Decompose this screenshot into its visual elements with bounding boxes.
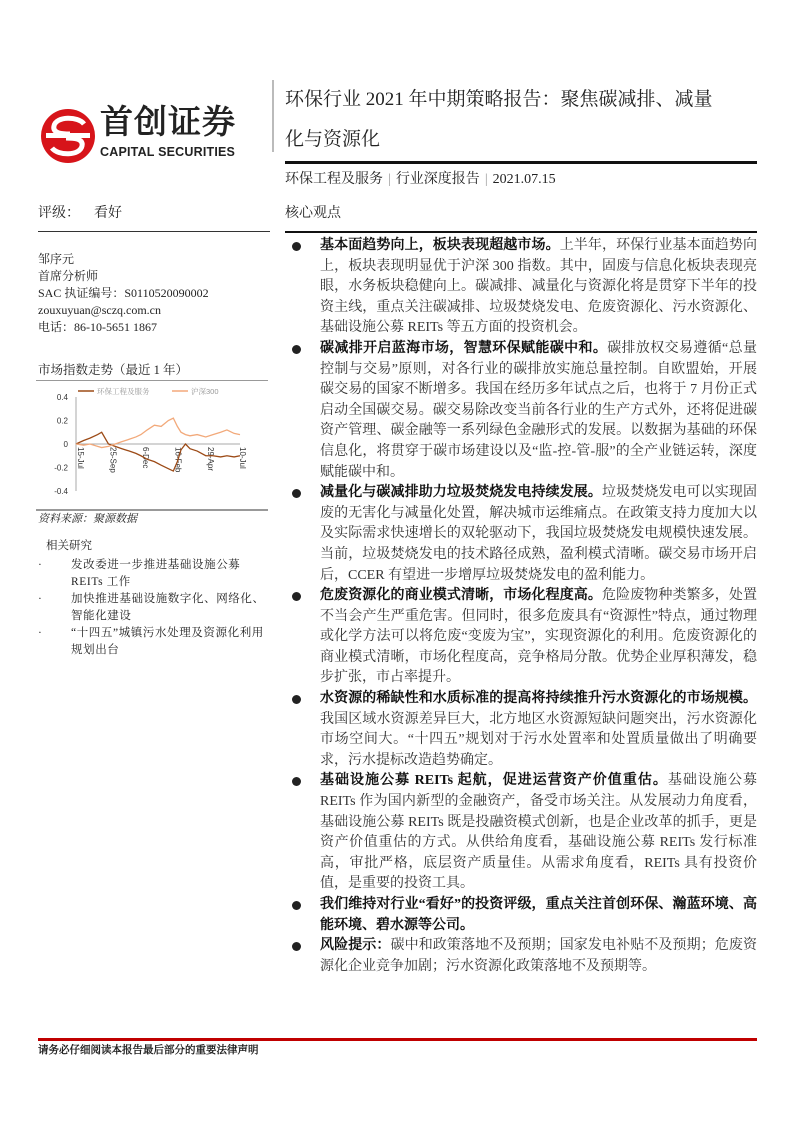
logo-name-en: CAPITAL SECURITIES xyxy=(100,145,236,159)
report-type: 行业深度报告 xyxy=(395,172,480,187)
analyst-sac: SAC 执证编号：S0110520090002 xyxy=(38,286,209,300)
y-tick-label: 0.4 xyxy=(56,393,68,402)
related-heading: 相关研究 xyxy=(46,540,92,552)
y-tick-label: 0.2 xyxy=(56,416,68,426)
bullet-icon xyxy=(292,695,301,704)
x-tick-label: 16-Feb xyxy=(173,447,183,473)
y-tick-label: 0 xyxy=(63,440,68,449)
bullet-icon xyxy=(292,901,301,910)
report-date: 2021.07.15 xyxy=(492,172,556,187)
legal-notice: 请务必仔细阅读本报告最后部分的重要法律声明 xyxy=(38,1045,259,1056)
y-tick-label: -0.4 xyxy=(54,487,68,496)
point-item: 碳减排开启蓝海市场，智慧环保赋能碳中和。碳排放权交易遵循“总量控制与交易”原则，对各行业的碳排放实施总量控制。自欧盟始，开展碳交易的国家不断增多。我国在经历多年试点之后，也将于 7 月份正式启动全国碳交易。碳交易除改变当前各行业的生产方式外，还将促进碳资产管理、碳金融等一系列绿色金融形式的发展。以数据为基础的环保信息化，将贯穿于碳市场建设以及“监-控-管-服”的全产业链运转，深度赋能碳中和。 xyxy=(288,339,757,483)
analyst-info xyxy=(38,251,209,336)
rating-value: 看好 xyxy=(94,206,122,221)
analyst-name: 邹序元 xyxy=(38,252,75,266)
y-tick-label: -0.2 xyxy=(54,463,68,473)
bullet-icon xyxy=(292,489,301,498)
point-item: 基本面趋势向上，板块表现超越市场。上半年，环保行业基本面趋势向上，板块表现明显优于沪深 300 指数。其中，固废与信息化板块表现亮眼，水务板块稳健向上。碳减排、减量化与资源化将是贯穿下半年的投资主线，重点关注碳减排、垃圾焚烧发电、危废资源化、污水资源化、基础设施公募 REITs 等五方面的投资机会。 xyxy=(288,236,757,339)
divider xyxy=(38,231,270,232)
analyst-phone: 电话：86-10-5651 1867 xyxy=(38,320,157,334)
report-meta: 环保工程及服务 | 行业深度报告 | 2021.07.15 xyxy=(285,172,556,187)
header-divider xyxy=(272,80,274,152)
bullet-icon xyxy=(292,592,301,601)
point-item: 危废资源化的商业模式清晰，市场化程度高。危险废物种类繁多，处置不当会产生严重危害。但同时，很多危废具有“资源性”特点，通过物理或化学方法可以将危废“变废为宝”，实现资源化的利用。危废资源化的商业模式清晰，市场化程度高，竞争格局分散。优势企业厚积薄发，稳步扩张，市占率提升。 xyxy=(288,586,757,689)
legend-label: 沪深300 xyxy=(191,387,219,396)
footer-rule xyxy=(38,1038,757,1041)
x-tick-label: 6-Dec xyxy=(140,447,150,469)
point-item: 水资源的稀缺性和水质标准的提高将持续推升污水资源化的市场规模。我国区域水资源差异巨大，北方地区水资源短缺问题突出，污水资源化市场空间大。“十四五”规划对于污水处置率和处置质量做出了明确要求，污水提标改造趋势确定。 xyxy=(288,689,757,771)
core-points xyxy=(288,236,757,977)
related-research xyxy=(38,538,270,659)
analyst-title: 首席分析师 xyxy=(38,269,99,283)
market-chart xyxy=(36,380,268,511)
chart-title: 市场指数走势（最近 1 年） xyxy=(38,363,189,377)
point-item: 减量化与碳减排助力垃圾焚烧发电持续发展。垃圾焚烧发电可以实现固废的无害化与减量化处置，解决城市运维痛点。在政策支持力度加大以及实际需求快速增长的双轮驱动下，我国垃圾焚烧发电规模快速发展。当前，垃圾焚烧发电的技术路径成熟，盈利模式清晰。碳交易市场开启后，CCER 有望进一步增厚垃圾焚烧发电的盈利能力。 xyxy=(288,483,757,586)
related-item[interactable]: · 加快推进基础设施数字化、网络化、智能化建设 xyxy=(38,593,265,622)
bullet-icon xyxy=(292,345,301,354)
report-title-line1: 环保行业 2021 年中期策略报告：聚焦碳减排、减量 xyxy=(285,89,713,110)
bullet-icon xyxy=(292,242,301,251)
related-item[interactable]: · 发改委进一步推进基础设施公募 REITs 工作 xyxy=(38,559,241,588)
chart-source: 资料来源：聚源数据 xyxy=(38,513,137,525)
title-rule xyxy=(285,161,757,164)
logo-icon xyxy=(40,108,96,164)
bullet-icon xyxy=(292,777,301,786)
analyst-email[interactable]: zouxuyuan@sczq.com.cn xyxy=(38,303,162,317)
related-item[interactable]: · “十四五”城镇污水处理及资源化利用规划出台 xyxy=(38,627,264,656)
x-tick-label: 25-Sep xyxy=(108,447,118,473)
sector: 环保工程及服务 xyxy=(285,172,383,187)
x-tick-label: 29-Apr xyxy=(205,447,215,472)
bullet-icon xyxy=(292,942,301,951)
core-heading: 核心观点 xyxy=(285,206,341,221)
logo-name-cn: 首创证券 xyxy=(100,102,236,141)
point-item: 风险提示：碳中和政策落地不及预期；国家发电补贴不及预期；危废资源化企业竞争加剧；污水资源化政策落地不及预期等。 xyxy=(288,936,757,977)
line-chart xyxy=(36,381,268,509)
report-title-line2: 化与资源化 xyxy=(285,129,381,150)
point-item: 我们维持对行业“看好”的投资评级，重点关注首创环保、瀚蓝环境、高能环境、碧水源等公司。 xyxy=(288,895,757,936)
x-tick-label: 15-Jul xyxy=(76,447,85,469)
x-tick-label: 10-Jul xyxy=(238,447,248,469)
rating: 评级： 看好 xyxy=(38,206,122,221)
point-item: 基础设施公募 REITs 起航，促进运营资产价值重估。基础设施公募 REITs 作为国内新型的金融资产，备受市场关注。从发展动力角度看，基础设施公募 REITs 既是投融资模式创新，也是企业改革的抓手，更是资产价值重估的方式。从供给角度看，基础设施公募 REITs 发行标准高，审批严格，底层资产质量佳。从需求角度看，REITs 具有投资价值，是重要的投资工具。 xyxy=(288,771,757,895)
divider xyxy=(285,231,757,233)
legend-label: 环保工程及服务 xyxy=(97,387,150,396)
